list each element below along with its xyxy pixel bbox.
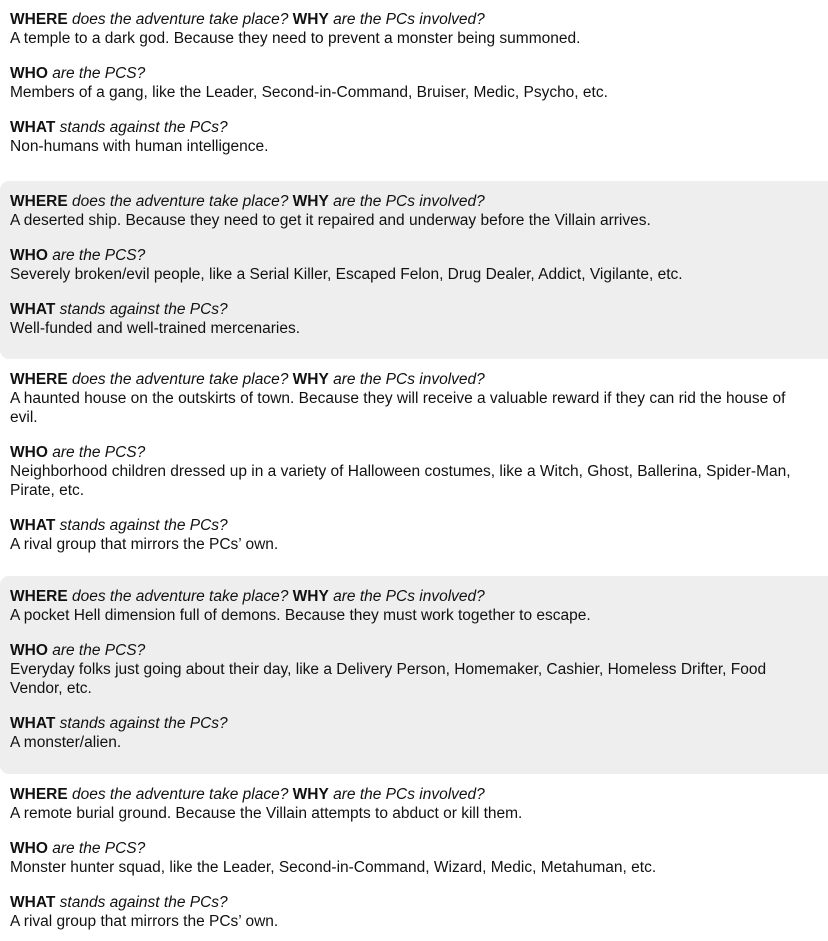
what-answer: A rival group that mirrors the PCs’ own.	[10, 913, 279, 930]
who-label: WHO	[10, 444, 48, 461]
who-answer: Monster hunter squad, like the Leader, Second-in-Command, Wizard, Medic, Metahuman, etc.	[10, 859, 657, 876]
adventure-card-5	[0, 774, 828, 941]
what-question-text: stands against the PCs?	[59, 715, 228, 732]
what-section	[10, 893, 816, 931]
what-answer: Well-funded and well-trained mercenaries.	[10, 320, 301, 337]
what-answer: A monster/alien.	[10, 734, 122, 751]
where-question	[10, 587, 816, 606]
what-section	[10, 516, 816, 554]
who-question	[10, 64, 816, 83]
what-answer: A rival group that mirrors the PCs’ own.	[10, 536, 279, 553]
what-answer: Non-humans with human intelligence.	[10, 138, 269, 155]
who-question	[10, 641, 816, 660]
what-question-text: stands against the PCs?	[59, 301, 228, 318]
what-question-text: stands against the PCs?	[59, 119, 228, 136]
who-question	[10, 839, 816, 858]
who-answer: Neighborhood children dressed up in a variety of Halloween costumes, like a Witch, Ghost, Ballerina, Spider-Man, Pirate, etc.	[10, 463, 791, 499]
where-question-text: does the adventure take place?	[72, 588, 289, 605]
what-label: WHAT	[10, 894, 56, 911]
where-label: WHERE	[10, 786, 68, 803]
where-label: WHERE	[10, 11, 68, 28]
what-label: WHAT	[10, 517, 56, 534]
who-label: WHO	[10, 642, 48, 659]
where-label: WHERE	[10, 588, 68, 605]
where-section	[10, 785, 816, 823]
what-question	[10, 714, 816, 733]
where-answer: A remote burial ground. Because the Villain attempts to abduct or kill them.	[10, 805, 523, 822]
why-label: WHY	[292, 786, 329, 803]
who-section	[10, 641, 816, 698]
adventure-card-3	[0, 359, 828, 576]
who-question-text: are the PCS?	[52, 642, 146, 659]
why-question-text: are the PCs involved?	[333, 193, 485, 210]
who-question	[10, 443, 816, 462]
who-section	[10, 443, 816, 500]
why-label: WHY	[292, 371, 329, 388]
where-answer: A temple to a dark god. Because they need to prevent a monster being summoned.	[10, 30, 581, 47]
who-answer: Severely broken/evil people, like a Serial Killer, Escaped Felon, Drug Dealer, Addict, Vigilante, etc.	[10, 266, 683, 283]
who-label: WHO	[10, 840, 48, 857]
where-question-text: does the adventure take place?	[72, 786, 289, 803]
what-question	[10, 516, 816, 535]
adventure-card-1	[0, 0, 828, 181]
where-section	[10, 10, 816, 48]
what-section	[10, 300, 816, 338]
who-question-text: are the PCS?	[52, 65, 146, 82]
what-question-text: stands against the PCs?	[59, 517, 228, 534]
where-label: WHERE	[10, 371, 68, 388]
adventure-card-4	[0, 576, 828, 774]
who-answer: Members of a gang, like the Leader, Second-in-Command, Bruiser, Medic, Psycho, etc.	[10, 84, 608, 101]
who-label: WHO	[10, 65, 48, 82]
who-question-text: are the PCS?	[52, 247, 146, 264]
what-label: WHAT	[10, 715, 56, 732]
why-label: WHY	[292, 11, 329, 28]
who-question-text: are the PCS?	[52, 444, 146, 461]
where-section	[10, 587, 816, 625]
who-label: WHO	[10, 247, 48, 264]
why-question-text: are the PCs involved?	[333, 588, 485, 605]
where-section	[10, 192, 816, 230]
where-answer: A haunted house on the outskirts of town. Because they will receive a valuable reward if they can rid the house of evil.	[10, 390, 786, 426]
why-label: WHY	[292, 193, 329, 210]
who-section	[10, 839, 816, 877]
what-section	[10, 714, 816, 752]
why-question-text: are the PCs involved?	[333, 11, 485, 28]
where-question	[10, 10, 816, 29]
where-question-text: does the adventure take place?	[72, 11, 289, 28]
who-question	[10, 246, 816, 265]
where-question-text: does the adventure take place?	[72, 371, 289, 388]
where-question	[10, 370, 816, 389]
why-question-text: are the PCs involved?	[333, 371, 485, 388]
where-question	[10, 192, 816, 211]
adventure-card-2	[0, 181, 828, 359]
what-question-text: stands against the PCs?	[59, 894, 228, 911]
what-question	[10, 893, 816, 912]
why-label: WHY	[292, 588, 329, 605]
what-label: WHAT	[10, 301, 56, 318]
who-section	[10, 64, 816, 102]
where-section	[10, 370, 816, 427]
what-section	[10, 118, 816, 156]
what-question	[10, 118, 816, 137]
what-question	[10, 300, 816, 319]
who-question-text: are the PCS?	[52, 840, 146, 857]
why-question-text: are the PCs involved?	[333, 786, 485, 803]
where-answer: A pocket Hell dimension full of demons. Because they must work together to escape.	[10, 607, 591, 624]
where-answer: A deserted ship. Because they need to get it repaired and underway before the Villain arrives.	[10, 212, 651, 229]
who-answer: Everyday folks just going about their day, like a Delivery Person, Homemaker, Cashier, Homeless Drifter, Food Vendor, etc.	[10, 661, 767, 697]
where-label: WHERE	[10, 193, 68, 210]
who-section	[10, 246, 816, 284]
where-question	[10, 785, 816, 804]
where-question-text: does the adventure take place?	[72, 193, 289, 210]
what-label: WHAT	[10, 119, 56, 136]
